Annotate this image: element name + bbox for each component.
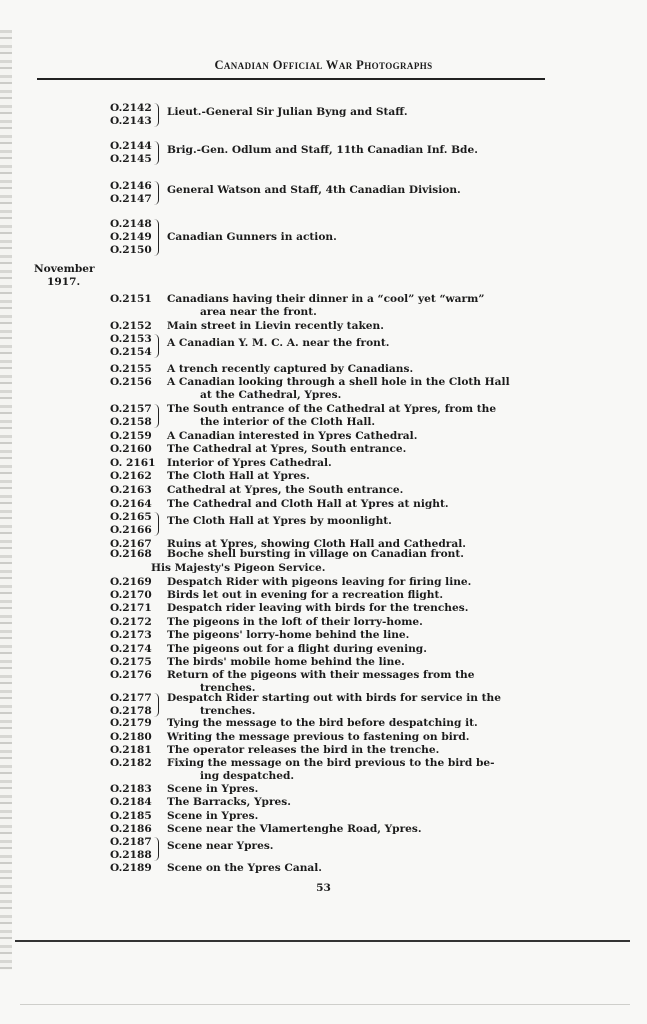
binding-edge [0,30,12,970]
photo-number: O.2147 [110,193,152,205]
photo-caption: area near the front. [200,306,317,318]
photo-caption: trenches. [200,682,256,694]
photo-number: O.2155 [110,363,152,375]
photo-number: O.2186 [110,823,152,835]
photo-caption: The Barracks, Ypres. [167,796,291,808]
photo-caption: Lieut.-General Sir Julian Byng and Staff. [167,106,408,118]
photo-number: O.2167 [110,538,152,550]
photo-number: O.2172 [110,616,152,628]
photo-caption: Birds let out in evening for a recreation flight. [167,589,444,601]
photo-number: O.2165 [110,511,152,523]
photo-caption: The Cathedral at Ypres, South entrance. [167,443,407,455]
photo-caption: Cathedral at Ypres, the South entrance. [167,484,404,496]
photo-caption: The Cloth Hall at Ypres by moonlight. [167,515,392,527]
photo-caption: Writing the message previous to fastening on bird. [167,731,470,743]
photo-number: O.2149 [110,231,152,243]
photo-number: O.2144 [110,140,152,152]
photo-number: O.2171 [110,602,152,614]
photo-caption: The pigeons out for a flight during evening. [167,643,427,655]
photo-number: O.2150 [110,244,152,256]
photo-caption: General Watson and Staff, 4th Canadian Division. [167,184,461,196]
photo-number: O.2184 [110,796,152,808]
month-label: November [34,263,95,275]
photo-caption: trenches. [200,705,256,717]
photo-caption: The Cloth Hall at Ypres. [167,470,310,482]
photo-caption: The operator releases the bird in the trenche. [167,744,440,756]
photo-caption: Despatch rider leaving with birds for the trenches. [167,602,469,614]
page-number: 53 [316,882,331,894]
photo-number: O.2189 [110,862,152,874]
photo-number: O.2160 [110,443,152,455]
page-edge-rule [20,1004,630,1005]
photo-caption: Scene in Ypres. [167,810,259,822]
photo-number: O.2154 [110,346,152,358]
photo-caption: Tying the message to the bird before despatching it. [167,717,478,729]
photo-number: O.2156 [110,376,152,388]
photo-caption: Canadians having their dinner in a “cool” yet “warm” [167,293,485,305]
photo-caption: The South entrance of the Cathedral at Ypres, from the [167,403,497,415]
photo-number: O.2176 [110,669,152,681]
photo-caption: The pigeons' lorry-home behind the line. [167,629,410,641]
photo-caption: The Cathedral and Cloth Hall at Ypres at night. [167,498,449,510]
photo-number: O.2177 [110,692,152,704]
grouping-brace [152,334,159,358]
year-label: 1917. [47,276,81,288]
photo-number: O.2170 [110,589,152,601]
photo-number: O.2175 [110,656,152,668]
photo-caption: Return of the pigeons with their messages from the [167,669,475,681]
photo-caption: The pigeons in the loft of their lorry-home. [167,616,423,628]
photo-number: O.2168 [110,548,152,560]
photo-number: O.2152 [110,320,152,332]
photo-caption: at the Cathedral, Ypres. [200,389,342,401]
photo-number: O.2174 [110,643,152,655]
photo-caption: Despatch Rider starting out with birds for service in the [167,692,501,704]
photo-caption: A trench recently captured by Canadians. [167,363,414,375]
photo-caption: Boche shell bursting in village on Canadian front. [167,548,464,560]
photo-caption: A Canadian Y. M. C. A. near the front. [167,337,390,349]
photo-caption: Main street in Lievin recently taken. [167,320,384,332]
photo-number: O.2158 [110,416,152,428]
photo-caption: Canadian Gunners in action. [167,231,337,243]
photo-number: O.2178 [110,705,152,717]
photo-number: O.2142 [110,102,152,114]
photo-number: O.2162 [110,470,152,482]
photo-number: O.2180 [110,731,152,743]
photo-number: O.2181 [110,744,152,756]
photo-number: O.2169 [110,576,152,588]
photo-caption: Ruins at Ypres, showing Cloth Hall and Cathedral. [167,538,466,550]
grouping-brace [152,103,159,127]
header-rule [37,78,545,80]
grouping-brace [152,693,159,717]
grouping-brace [152,404,159,428]
photo-number: O.2148 [110,218,152,230]
photo-number: O.2188 [110,849,152,861]
page-header: Canadian Official War Photographs [214,58,433,72]
photo-number: O.2163 [110,484,152,496]
photo-number: O.2164 [110,498,152,510]
photo-caption: Interior of Ypres Cathedral. [167,457,332,469]
photo-number: O.2145 [110,153,152,165]
photo-number: O.2157 [110,403,152,415]
photo-caption: Despatch Rider with pigeons leaving for firing line. [167,576,472,588]
photo-caption: Scene on the Ypres Canal. [167,862,322,874]
section-subheading: His Majesty's Pigeon Service. [151,562,326,574]
grouping-brace [152,141,159,165]
photo-number: O.2166 [110,524,152,536]
photo-number: O.2179 [110,717,152,729]
photo-caption: Brig.-Gen. Odlum and Staff, 11th Canadian Inf. Bde. [167,144,478,156]
photo-number: O.2143 [110,115,152,127]
bottom-rule [15,940,630,942]
photo-caption: A Canadian looking through a shell hole in the Cloth Hall [167,376,510,388]
grouping-brace [152,837,159,861]
photo-caption: Scene in Ypres. [167,783,259,795]
photo-caption: Scene near Ypres. [167,840,274,852]
photo-number: O.2151 [110,293,152,305]
photo-number: O.2182 [110,757,152,769]
photo-caption: ing despatched. [200,770,295,782]
grouping-brace [152,181,159,205]
photo-number: O.2185 [110,810,152,822]
photo-number: O.2159 [110,430,152,442]
photo-caption: A Canadian interested in Ypres Cathedral. [167,430,418,442]
grouping-brace [152,219,159,256]
photo-number: O.2183 [110,783,152,795]
photo-caption: The birds' mobile home behind the line. [167,656,405,668]
photo-caption: Scene near the Vlamertenghe Road, Ypres. [167,823,422,835]
photo-number: O. 2161 [110,457,156,469]
photo-number: O.2153 [110,333,152,345]
photo-number: O.2146 [110,180,152,192]
photo-number: O.2173 [110,629,152,641]
photo-caption: Fixing the message on the bird previous to the bird be- [167,757,495,769]
photo-number: O.2187 [110,836,152,848]
photo-caption: the interior of the Cloth Hall. [200,416,376,428]
grouping-brace [152,512,159,536]
